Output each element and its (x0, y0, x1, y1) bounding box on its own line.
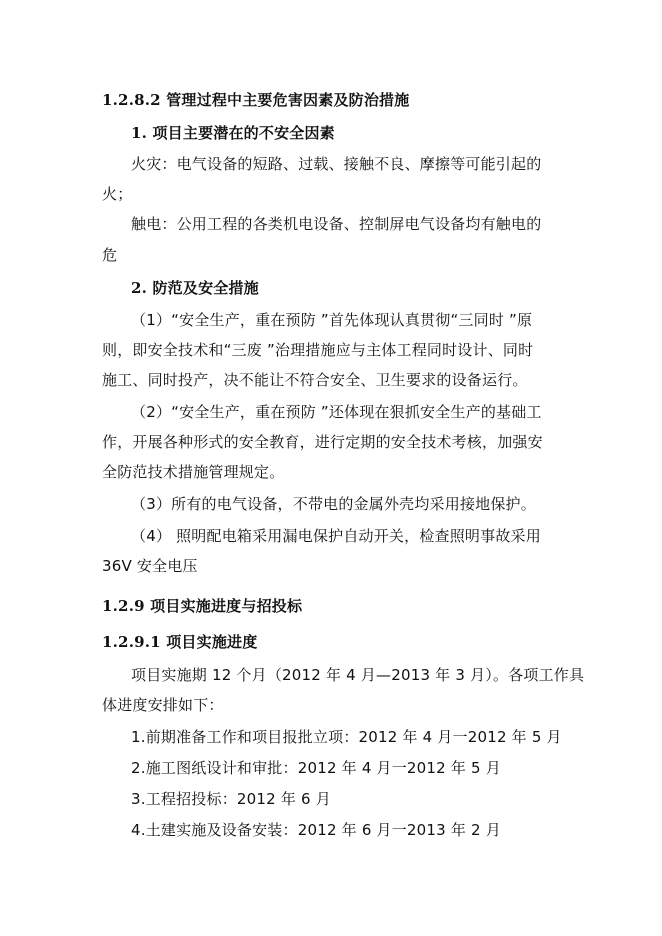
schedule-item-3: 3.工程招投标：2012 年 6 月 (131, 790, 331, 808)
schedule-item-4: 4.土建实施及设备安装：2012 年 6 月一2013 年 2 月 (131, 821, 501, 839)
subheading-safety-measures: 2. 防范及安全措施 (131, 279, 259, 297)
schedule-item-2: 2.施工图纸设计和审批：2012 年 4 月一2012 年 5 月 (131, 759, 501, 777)
schedule-intro-line-1: 项目实施期 12 个月（2012 年 4 月—2013 年 3 月）。各项工作具 (131, 666, 585, 684)
schedule-intro-line-2: 体进度安排如下： (102, 696, 224, 714)
measure-2-line-3: 全防范技术措施管理规定。 (102, 463, 285, 481)
paragraph-fire-line-2: 火； (102, 185, 133, 203)
measure-1-line-1: （1）“安全生产，重在预防 ”首先体现认真贯彻“三同时 ”原 (131, 311, 533, 329)
section-heading-1-2-9: 1.2.9 项目实施进度与招投标 (102, 597, 303, 615)
section-heading-1-2-9-1: 1.2.9.1 项目实施进度 (102, 633, 258, 651)
schedule-item-1: 1.前期准备工作和项目报批立项：2012 年 4 月一2012 年 5 月 (131, 728, 562, 746)
measure-3: （3）所有的电气设备，不带电的金属外壳均采用接地保护。 (131, 495, 536, 513)
measure-2-line-1: （2）“安全生产，重在预防 ”还体现在狠抓安全生产的基础工 (131, 403, 542, 421)
measure-4-line-1: （4） 照明配电箱采用漏电保护自动开关，检查照明事故采用 (131, 527, 541, 545)
measure-4-line-2: 36V 安全电压 (102, 557, 198, 575)
paragraph-shock-line-2: 危 (102, 246, 118, 264)
section-heading-1-2-8-2: 1.2.8.2 管理过程中主要危害因素及防治措施 (102, 91, 410, 109)
measure-2-line-2: 作，开展各种形式的安全教育，进行定期的安全技术考核，加强安 (102, 433, 543, 451)
measure-1-line-3: 施工、同时投产，决不能让不符合安全、卫生要求的设备运行。 (102, 371, 528, 389)
paragraph-shock-line-1: 触电：公用工程的各类机电设备、控制屏电气设备均有触电的 (131, 215, 542, 233)
subheading-unsafe-factors: 1. 项目主要潜在的不安全因素 (131, 124, 335, 142)
paragraph-fire-line-1: 火灾：电气设备的短路、过载、接触不良、摩擦等可能引起的 (131, 155, 542, 173)
measure-1-line-2: 则，即安全技术和“三废 ”治理措施应与主体工程同时设计、同时 (102, 341, 534, 359)
